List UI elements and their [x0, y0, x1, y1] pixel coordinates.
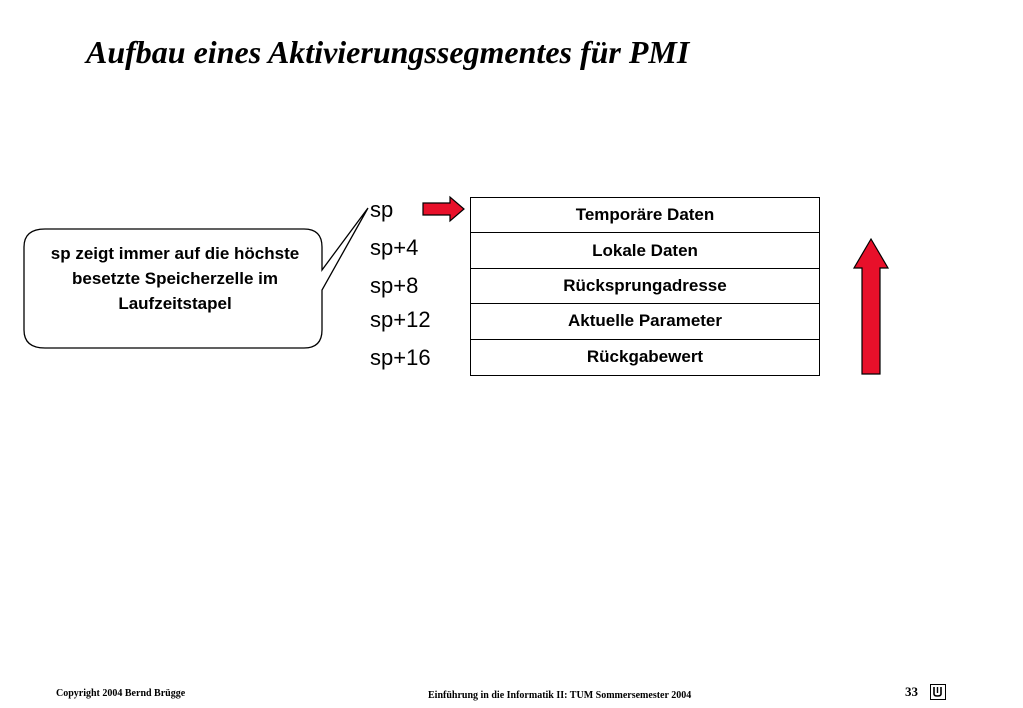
sp-label: sp [370, 197, 394, 222]
footer-copyright: Copyright 2004 Bernd Brügge [56, 688, 186, 699]
stack-cell-aktuelle-parameter: Aktuelle Parameter [471, 304, 819, 339]
activation-segment-stack [470, 197, 820, 376]
sp-plus-16-label: sp+16 [370, 345, 431, 370]
stack-cell-temporaere-daten: Temporäre Daten [471, 198, 819, 233]
sp-plus-8-label: sp+8 [370, 273, 419, 298]
callout-text: sp zeigt immer auf die höchste besetzte Speicherzelle im Laufzeitstapel [50, 244, 300, 313]
tum-logo-icon [930, 684, 946, 700]
up-arrow-icon [850, 236, 892, 378]
footer-course: Einführung in die Informatik II: TUM Sommersemester 2004 [428, 690, 692, 701]
right-arrow-icon [420, 194, 468, 224]
stack-cell-rueckgabewert: Rückgabewert [586, 347, 704, 367]
stack-cell-ruecksprungadresse: Rücksprungadresse [471, 269, 819, 304]
page-number: 33 [905, 684, 918, 699]
stack-cell-lokale-daten: Lokale Daten [471, 233, 819, 268]
sp-plus-4-label: sp+4 [370, 235, 419, 260]
slide-title: Aufbau eines Aktivierungssegmentes für PMI [86, 34, 690, 70]
sp-plus-12-label: sp+12 [370, 307, 431, 332]
